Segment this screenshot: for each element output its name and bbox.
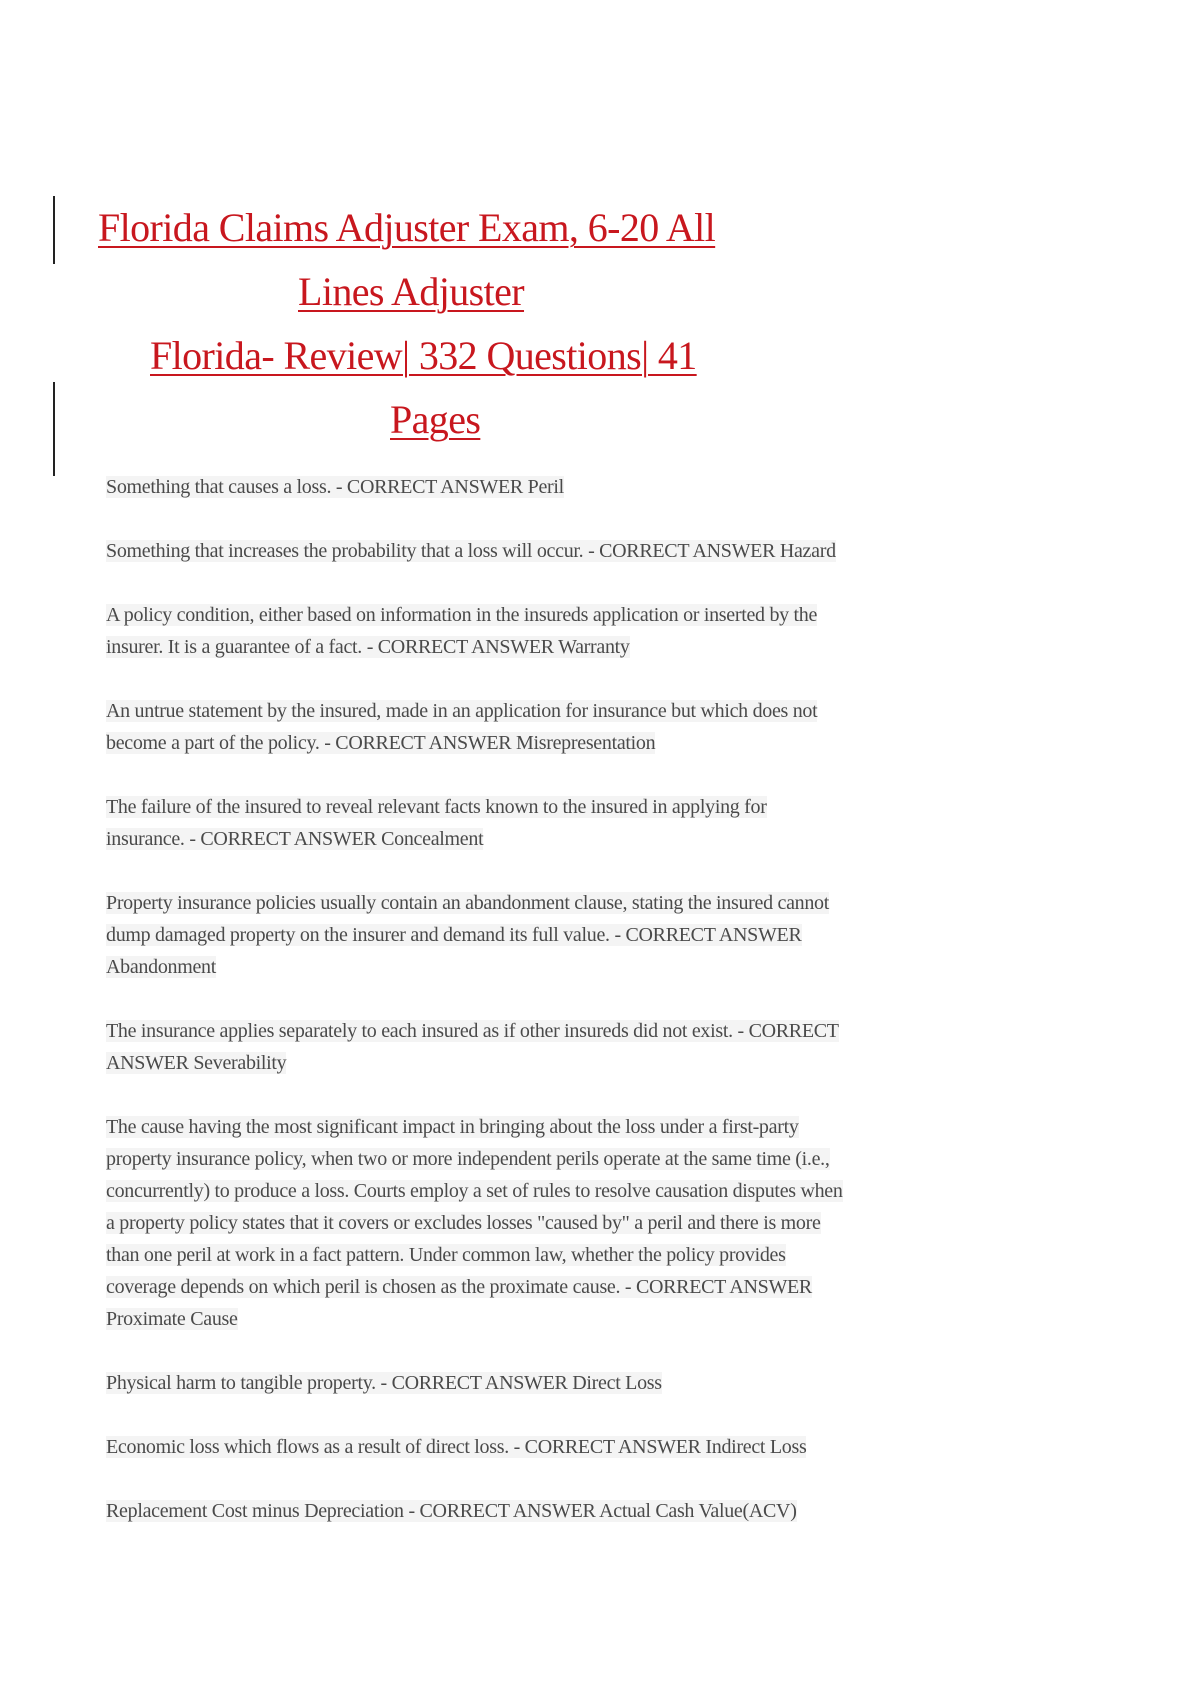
qa-text: Replacement Cost minus Depreciation - CORRECT ANSWER Actual Cash Value(ACV) — [106, 1500, 797, 1522]
qa-item — [106, 599, 846, 663]
qa-text: The insurance applies separately to each insured as if other insureds did not exist. - CORRECT ANSWER Severability — [106, 1020, 839, 1074]
document-title — [90, 196, 750, 452]
title-line: Lines Adjuster — [298, 269, 525, 314]
qa-list — [106, 471, 846, 1559]
qa-text: Property insurance policies usually contain an abandonment clause, stating the insured cannot dump damaged property on the insurer and demand its full value. - CORRECT ANSWER Abandonment — [106, 892, 829, 978]
qa-item — [106, 1431, 846, 1463]
qa-text: Economic loss which flows as a result of direct loss. - CORRECT ANSWER Indirect Loss — [106, 1436, 807, 1458]
qa-item — [106, 535, 846, 567]
qa-item — [106, 1111, 846, 1335]
qa-item — [106, 1015, 846, 1079]
qa-text: The failure of the insured to reveal relevant facts known to the insured in applying for insurance. - CORRECT ANSWER Concealment — [106, 796, 767, 850]
qa-item — [106, 695, 846, 759]
qa-text: The cause having the most significant impact in bringing about the loss under a first-party property insurance policy, when two or more independent perils operate at the same time (i.e., concurrently) to produce a loss. Courts employ a set of rules to resolve causation disputes when a property policy states that it covers or excludes losses "caused by" a peril and there is more than one peril at work in a fact pattern. Under common law, whether the policy provides coverage depends on which peril is chosen as the proximate cause. - CORRECT ANSWER Proximate Cause — [106, 1116, 843, 1330]
qa-text: Something that increases the probability that a loss will occur. - CORRECT ANSWER Hazard — [106, 540, 836, 562]
revision-bar — [53, 196, 55, 264]
qa-text: A policy condition, either based on information in the insureds application or inserted by the insurer. It is a guarantee of a fact. - CORRECT ANSWER Warranty — [106, 604, 818, 658]
title-line: Florida Claims Adjuster Exam, 6-20 All — [98, 205, 716, 250]
qa-item — [106, 471, 846, 503]
qa-text: Something that causes a loss. - CORRECT ANSWER Peril — [106, 476, 564, 498]
title-line: Florida- Review| 332 Questions| 41 — [150, 333, 697, 378]
qa-item — [106, 887, 846, 983]
qa-item — [106, 791, 846, 855]
title-line: Pages — [390, 397, 481, 442]
qa-text: Physical harm to tangible property. - CORRECT ANSWER Direct Loss — [106, 1372, 662, 1394]
qa-item — [106, 1495, 846, 1527]
qa-text: An untrue statement by the insured, made in an application for insurance but which does not become a part of the policy. - CORRECT ANSWER Misrepresentation — [106, 700, 818, 754]
revision-bar — [53, 382, 55, 476]
qa-item — [106, 1367, 846, 1399]
